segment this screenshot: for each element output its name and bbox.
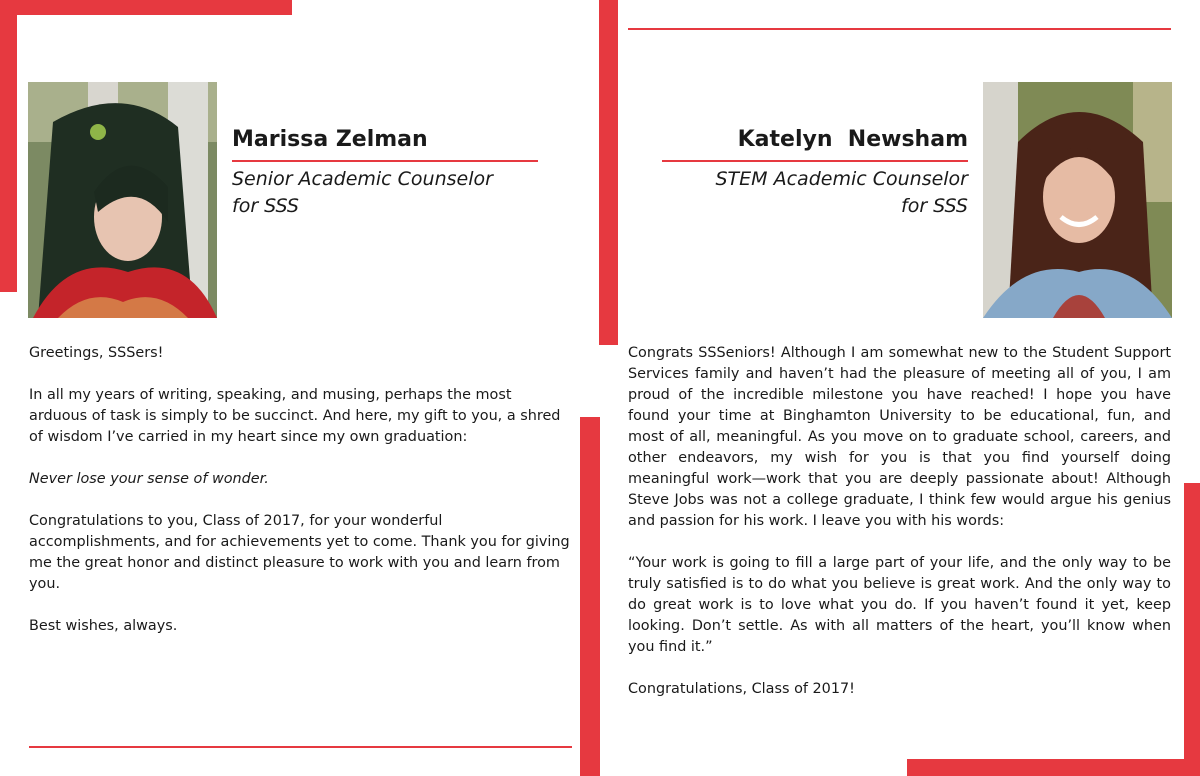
right-title-line-1: STEM Academic Counselor — [715, 168, 968, 190]
left-page-top-accent-bar — [0, 0, 292, 15]
left-paragraph-1: In all my years of writing, speaking, and musing, perhaps the most arduous of task is simply to be succinct. And here, my gift to you, a shred of wisdom I’ve carried in my heart since my own graduation: — [29, 387, 561, 445]
left-page-bottom-rule — [29, 746, 572, 748]
right-name-underline — [662, 160, 968, 162]
left-paragraph-2: Congratulations to you, Class of 2017, for your wonderful accomplishments, and for achievements yet to come. Thank you for giving me the great honor and distinct pleasure to work with you and learn from you. — [29, 513, 570, 592]
right-page-bottom-accent-bar — [907, 759, 1200, 776]
left-greeting: Greetings, SSSers! — [29, 345, 164, 361]
right-paragraph-1: Congrats SSSeniors! Although I am somewhat new to the Student Support Services family and haven’t had the pleasure of meeting all of you, I am proud of the incredible milestone you have reached! I hope you have found your time at Binghamton University to be educational, fun, and most of all, meaningful. As you move on to graduate school, careers, and other endeavors, my wish for you is that you find yourself doing meaningful work—work that you are deeply passionate about! Although Steve Jobs was not a college graduate, I think few would argue his genius and passion for his work. I leave you with his words: — [628, 345, 1171, 529]
right-page-side-accent-bar — [1184, 483, 1200, 776]
right-counselor-name: Katelyn Newsham — [737, 127, 968, 152]
right-title-line-2: for SSS — [901, 195, 968, 217]
center-upper-accent-bar — [599, 0, 618, 345]
center-lower-accent-bar — [580, 417, 600, 776]
left-title-line-2: for SSS — [232, 195, 299, 217]
left-letter-body — [29, 343, 574, 637]
right-page-top-rule — [628, 28, 1171, 30]
marissa-zelman-photo — [28, 82, 217, 318]
katelyn-newsham-photo — [983, 82, 1172, 318]
left-closing: Best wishes, always. — [29, 618, 178, 634]
right-closing: Congratulations, Class of 2017! — [628, 681, 855, 697]
left-name-underline — [232, 160, 538, 162]
left-page-side-accent-bar — [0, 0, 17, 292]
right-letter-body — [628, 343, 1171, 700]
left-counselor-name: Marissa Zelman — [232, 127, 428, 152]
left-quote: Never lose your sense of wonder. — [29, 471, 269, 487]
right-quote: “Your work is going to fill a large part of your life, and the only way to be truly satisfied is to do what you believe is great work. And the only way to do great work is to love what you do. If you haven’t found it yet, keep looking. Don’t settle. As with all matters of the heart, you’ll know when you find it.” — [628, 555, 1171, 655]
right-counselor-title — [716, 166, 969, 220]
left-counselor-title — [232, 166, 493, 220]
left-title-line-1: Senior Academic Counselor — [232, 168, 493, 190]
